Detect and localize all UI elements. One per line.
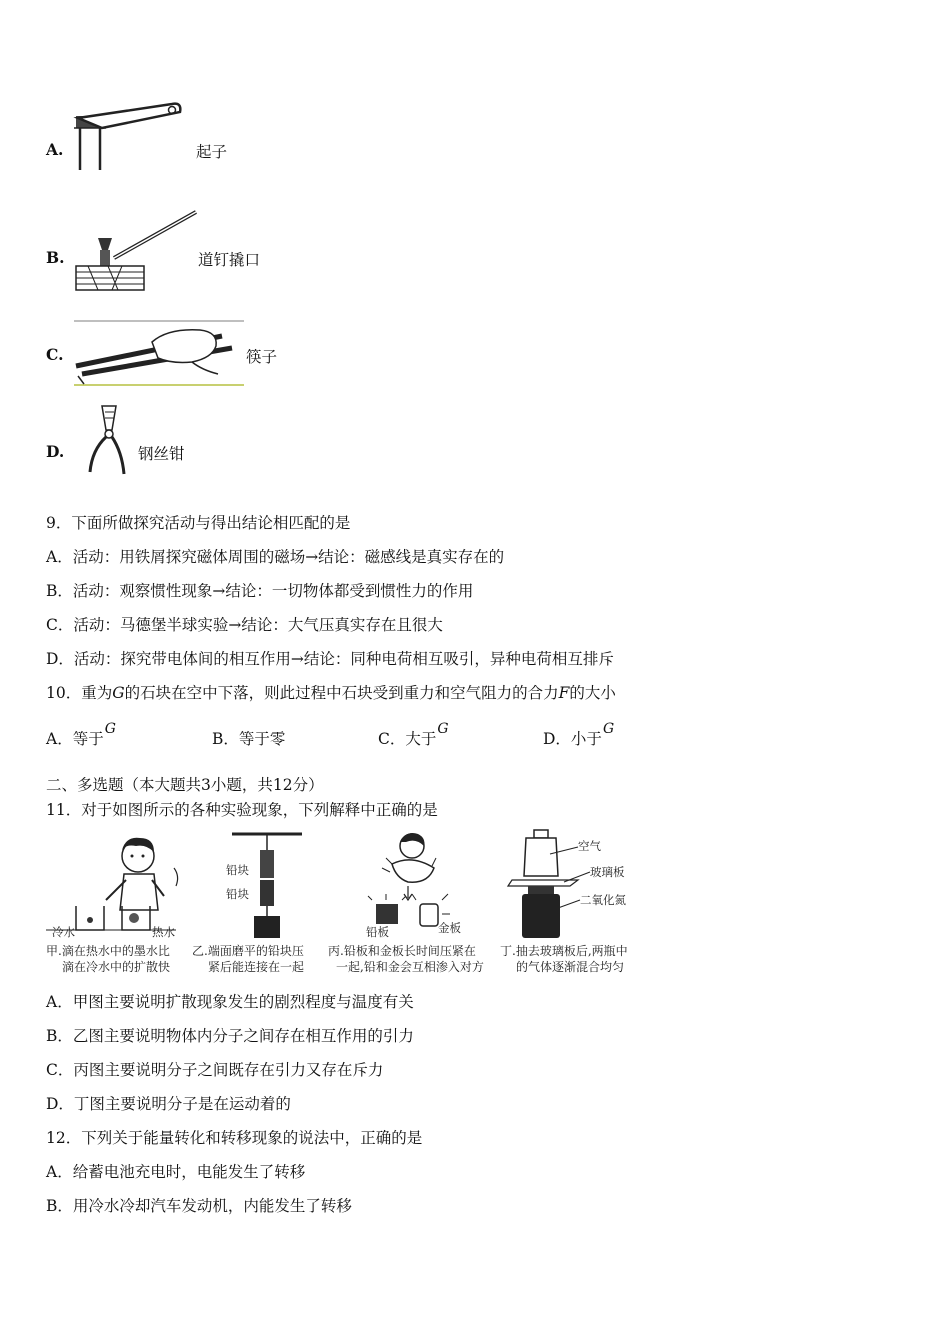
q9-option-b: B．活动：观察惯性现象→结论：一切物体都受到惯性力的作用 [46,582,474,600]
q12-option-b: B．用冷水冷却汽车发动机，内能发生了转移 [46,1197,352,1215]
q9-stem: 9．下面所做探究活动与得出结论相匹配的是 [46,514,351,532]
figure-caption: 甲.滴在热水中的墨水比 [46,944,170,958]
option-label: D. [46,442,65,461]
q10-option-b: B．等于零 [212,730,286,748]
option-text: 起子 [196,143,228,161]
figure-caption: 的气体逐渐混合均匀 [516,960,625,974]
q10-option-d: D．小于G [543,721,615,748]
q9-option-d: D．活动：探究带电体间的相互作用→结论：同种电荷相互吸引，异种电荷相互排斥 [46,650,614,668]
q11-option-c: C．丙图主要说明分子之间既存在引力又存在斥力 [46,1061,384,1079]
figure-caption: 一起,铅和金会互相渗入对方 [336,960,484,974]
option-text: 道钉撬口 [198,251,261,269]
figure-caption: 丁.抽去玻璃板后,两瓶中 [500,944,628,958]
q12-option-a: A．给蓄电池充电时，电能发生了转移 [46,1163,306,1181]
section-heading: 二、多选题（本大题共3小题，共12分） [46,776,324,794]
option-label: B. [46,248,65,267]
option-text: 钢丝钳 [138,445,185,463]
pointer-lines [548,842,608,912]
figure-caption: 滴在冷水中的扩散快 [62,960,171,974]
bottle-opener-icon [72,98,192,173]
q9-option-a: A．活动：用铁屑探究磁体周围的磁场→结论：磁感线是真实存在的 [46,548,505,566]
q10-stem: 10．重为G的石块在空中下落，则此过程中石块受到重力和空气阻力的合力F的大小 [46,684,616,702]
q9-option-c: C．活动：马德堡半球实验→结论：大气压真实存在且很大 [46,616,443,634]
q12-stem: 12．下列关于能量转化和转移现象的说法中，正确的是 [46,1129,423,1147]
q11-option-a: A．甲图主要说明扩散现象发生的剧烈程度与温度有关 [46,993,414,1011]
chopsticks-icon [72,318,252,388]
figure-caption: 紧后能连接在一起 [208,960,305,974]
var-f: F [558,684,570,702]
q10-option-a: A．等于G [46,721,116,748]
pliers-icon [86,402,136,477]
option-label: A. [46,140,64,159]
option-label: C. [46,345,64,364]
option-text: 筷子 [246,348,278,366]
spike-crowbar-icon [74,208,204,293]
lead-blocks-icon [222,830,312,940]
q11-option-d: D．丁图主要说明分子是在运动着的 [46,1095,291,1113]
q10-option-c: C．大于G [378,721,449,748]
q11-option-b: B．乙图主要说明物体内分子之间存在相互作用的引力 [46,1027,414,1045]
q11-stem: 11．对于如图所示的各种实验现象，下列解释中正确的是 [46,801,438,819]
figure-caption: 丙.铅板和金板长时间压紧在 [328,944,476,958]
figure-caption: 乙.端面磨平的铅块压 [192,944,304,958]
var-g: G [112,684,125,702]
